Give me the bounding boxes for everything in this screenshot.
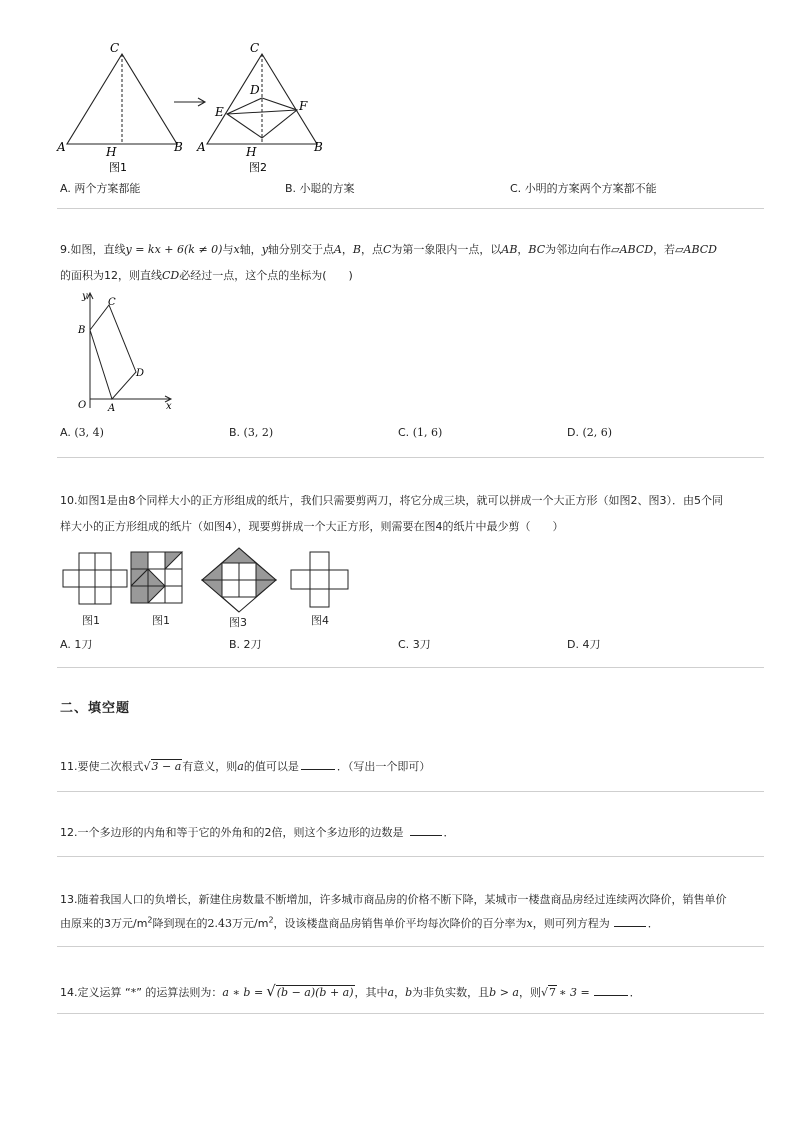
q11-stem — [60, 758, 430, 774]
text: ，则可列方程为 — [532, 917, 610, 930]
divider — [57, 791, 764, 792]
q9-stem-line-2 — [60, 267, 353, 283]
text: ． — [629, 986, 641, 999]
fig1-label-a: A — [57, 140, 66, 154]
math: ▱ABCD — [675, 243, 717, 256]
math: CD — [162, 269, 180, 282]
fig2-label-b: B — [314, 140, 323, 154]
q10-caption-2: 图1 — [152, 614, 170, 627]
option-text: 1刀 — [74, 638, 93, 651]
radicand: 3 − a — [151, 760, 182, 773]
sqrt-symbol: √ — [143, 760, 151, 773]
point-d-label: D — [136, 368, 145, 379]
fig2-label-f: F — [299, 99, 308, 113]
q10-option-a[interactable] — [60, 636, 92, 652]
math: 2.43 — [207, 917, 233, 930]
math: y = kx + 6(k ≠ 0) — [125, 243, 223, 256]
superscript: 2 — [268, 915, 274, 925]
option-text: 小聪的方案 — [299, 182, 355, 195]
text: 必经过一点，这个点的坐标为( ) — [179, 269, 353, 282]
axis-y-label: y — [82, 291, 88, 302]
text: 为非负实数，且 — [412, 986, 490, 999]
math: x — [526, 917, 533, 930]
fig2-label-c: C — [250, 41, 260, 55]
math: ▱ABCD — [611, 243, 654, 256]
divider — [57, 946, 764, 947]
q10-stem-line-1: 10.如图1是由8个同样大小的正方形组成的纸片，我们只需要剪两刀，将它分成三块，就可以拼成一个大正方形（如图2、图3）．由5个同 — [60, 494, 723, 507]
fig2-label-a: A — [197, 140, 206, 154]
math: ∗ 3 = — [558, 986, 590, 999]
option-text: (1, 6) — [412, 426, 443, 439]
text: 轴分别交于点 — [267, 243, 334, 256]
q8-figure-1 — [55, 40, 195, 180]
math: B — [352, 243, 361, 256]
text: 万元/m — [232, 917, 269, 930]
q10-figure-3 — [201, 547, 277, 613]
q9-option-b[interactable] — [229, 426, 273, 439]
q9-stem-line-1 — [60, 241, 717, 257]
option-key: B. — [285, 182, 297, 195]
answer-blank[interactable] — [594, 985, 628, 996]
q10-figure-1 — [62, 552, 128, 608]
text: 轴， — [239, 243, 262, 256]
math: C — [382, 243, 392, 256]
option-key: C. — [398, 426, 410, 439]
option-text: 两个方案都能 — [74, 182, 141, 195]
divider — [57, 208, 764, 209]
point-c-label: C — [108, 297, 116, 308]
q10-option-b[interactable] — [229, 636, 262, 652]
text: 为邻边向右作 — [545, 243, 612, 256]
option-text: 4刀 — [582, 638, 601, 651]
option-key: A. — [60, 426, 71, 439]
math: b — [405, 986, 413, 999]
option-text: 小明的方案两个方案都不能 — [524, 182, 657, 195]
fig1-label-c: C — [110, 41, 120, 55]
text: ，设该楼盘商品房销售单价平均每次降价的百分率为 — [273, 917, 527, 930]
q10-stem-line-2: 样大小的正方形组成的纸片（如图4），现要剪拼成一个大正方形，则需要在图4的纸片中最少剪（ ） — [60, 520, 564, 533]
point-b-label: B — [78, 325, 86, 336]
q8-option-b[interactable] — [285, 180, 355, 196]
fig2-label-d: D — [250, 83, 260, 97]
axis-x-label: x — [166, 401, 172, 412]
divider — [57, 457, 764, 458]
option-key: D. — [567, 638, 579, 651]
text: 9.如图，直线 — [60, 243, 126, 256]
fig2-label-h: H — [246, 145, 257, 159]
text: 由原来的3万元/m — [60, 917, 148, 930]
math: a ∗ b = — [222, 986, 264, 999]
text: ， — [517, 243, 529, 256]
option-key: B. — [229, 638, 241, 651]
text: ， — [394, 986, 406, 999]
divider — [57, 667, 764, 668]
text: ， — [341, 243, 353, 256]
q10-caption-1: 图1 — [82, 614, 100, 627]
option-key: A. — [60, 638, 71, 651]
q8-option-c[interactable] — [510, 180, 657, 196]
text: 11.要使二次根式 — [60, 760, 144, 773]
q10-caption-4: 图4 — [311, 614, 329, 627]
text: 的面积为12，则直线 — [60, 269, 162, 282]
option-text: (2, 6) — [582, 426, 613, 439]
sqrt-symbol: √ — [540, 986, 548, 999]
option-key: C. — [510, 182, 522, 195]
option-text: 3刀 — [412, 638, 431, 651]
text: ． — [647, 917, 659, 930]
math: x — [233, 243, 240, 256]
section-title: 二、填空题 — [60, 701, 131, 716]
fig1-caption: 图1 — [109, 161, 127, 174]
fig1-label-b: B — [174, 140, 183, 154]
math: a — [237, 760, 244, 773]
divider — [57, 856, 764, 857]
text: ，点 — [360, 243, 383, 256]
answer-blank[interactable] — [410, 825, 442, 836]
superscript: 2 — [147, 915, 153, 925]
math: y — [261, 243, 268, 256]
option-text: (3, 2) — [243, 426, 274, 439]
option-text: (3, 4) — [74, 426, 104, 439]
q12-stem — [60, 824, 455, 840]
option-text: 2刀 — [243, 638, 262, 651]
text: ．（写出一个即可） — [336, 760, 431, 773]
math: a — [387, 986, 395, 999]
text: 与 — [222, 243, 234, 256]
radicand: 7 — [548, 986, 556, 999]
q13-stem-line-2 — [60, 915, 659, 931]
q10-figure-2 — [130, 551, 185, 607]
origin-label: O — [78, 400, 87, 411]
text: ． — [443, 826, 455, 839]
answer-blank[interactable] — [301, 759, 335, 770]
text: ，则 — [518, 986, 541, 999]
q9-option-d[interactable] — [567, 426, 612, 439]
math: BC — [528, 243, 546, 256]
q10-option-c[interactable] — [398, 636, 431, 652]
text: 的值可以是 — [243, 760, 299, 773]
fig2-caption: 图2 — [249, 161, 267, 174]
q9-option-c[interactable] — [398, 426, 442, 439]
q13-stem-line-1: 13.随着我国人口的负增长，新建住房数量不断增加，许多城市商品房的价格不断下降，某城市一楼盘商品房经过连续两次降价，销售单价 — [60, 893, 727, 906]
point-a-label: A — [108, 403, 116, 414]
answer-blank[interactable] — [614, 916, 646, 927]
math: b > a — [489, 986, 519, 999]
option-key: C. — [398, 638, 410, 651]
text: 14.定义运算 “*” 的运算法则为： — [60, 986, 223, 999]
text: 有意义，则 — [182, 760, 238, 773]
option-key: A. — [60, 182, 71, 195]
fig1-label-h: H — [106, 145, 117, 159]
text: 降到现在的 — [152, 917, 208, 930]
q8-option-a[interactable] — [60, 180, 140, 196]
q10-caption-3: 图3 — [229, 616, 247, 629]
fig2-label-e: E — [215, 105, 224, 119]
math: AB — [501, 243, 518, 256]
option-key: B. — [229, 426, 241, 439]
q8-figure-2 — [195, 40, 335, 180]
option-key: D. — [567, 426, 579, 439]
q9-option-a[interactable] — [60, 426, 104, 439]
text: 12.一个多边形的内角和等于它的外角和的2倍，则这个多边形的边数是 — [60, 826, 404, 839]
text: ，其中 — [354, 986, 388, 999]
text: ，若 — [653, 243, 676, 256]
divider — [57, 1013, 764, 1014]
text: 为第一象限内一点，以 — [391, 243, 502, 256]
radicand: (b − a)(b + a) — [276, 986, 354, 999]
sqrt-symbol: √ — [266, 982, 276, 1000]
q10-option-d[interactable] — [567, 636, 600, 652]
q9-coordinate-figure — [60, 286, 185, 416]
q10-figure-4 — [289, 551, 351, 609]
math: A — [333, 243, 342, 256]
q14-stem — [60, 982, 641, 1000]
